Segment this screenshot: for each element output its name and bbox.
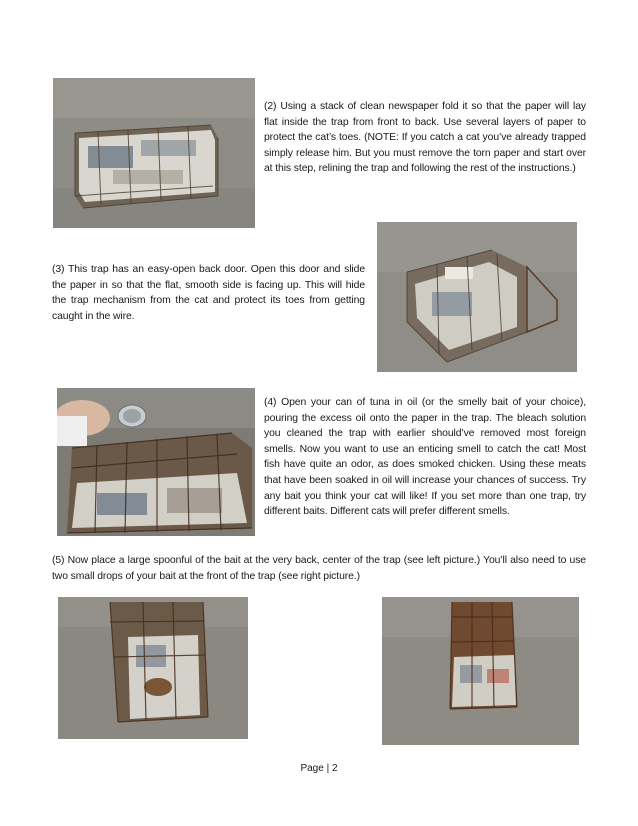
photo-trap-open-door [377,222,577,372]
photo-bait-back-of-trap [58,597,248,739]
step-3-text: (3) This trap has an easy-open back door. Open this door and slide the paper in so that the flat, smooth side is facing up. This will hide the trap mechanism from the cat and protect its toes from getting caught in the wire. [52,264,365,322]
photo-bait-front-of-trap [382,597,579,745]
step-4-text: (4) Open your can of tuna in oil (or the smelly bait of your choice), pouring the excess oil onto the paper in the trap. The bleach solution you cleaned the trap with earlier should’ve removed most foreign smells. Now you want to use an enticing smell to catch the cat! Most fish have quite an odor, as does smoked chicken. Using these meats that have been soaked in oil will increase your chances of success. Try any bait you think your cat will like! If you set more than one trap, try different baits. Different cats will prefer different smells. [264,397,586,518]
step-2-text: (2) Using a stack of clean newspaper fold it so that the paper will lay flat inside the trap from front to back. Use several layers of paper to protect the cat’s toes. (NOTE: If you catch a cat you’ve already trapped simply release him. But you must remove the torn paper and start over at this step, relining the trap and following the rest of the instructions.) [264,101,586,175]
page-number: Page | 2 [300,763,338,774]
step-5-text: (5) Now place a large spoonful of the bait at the very back, center of the trap (see left picture.) You’ll also need to use two small drops of your bait at the front of the trap (see right picture.) [52,555,586,582]
photo-pouring-bait [57,388,255,536]
photo-trap-with-newspaper [53,78,255,228]
